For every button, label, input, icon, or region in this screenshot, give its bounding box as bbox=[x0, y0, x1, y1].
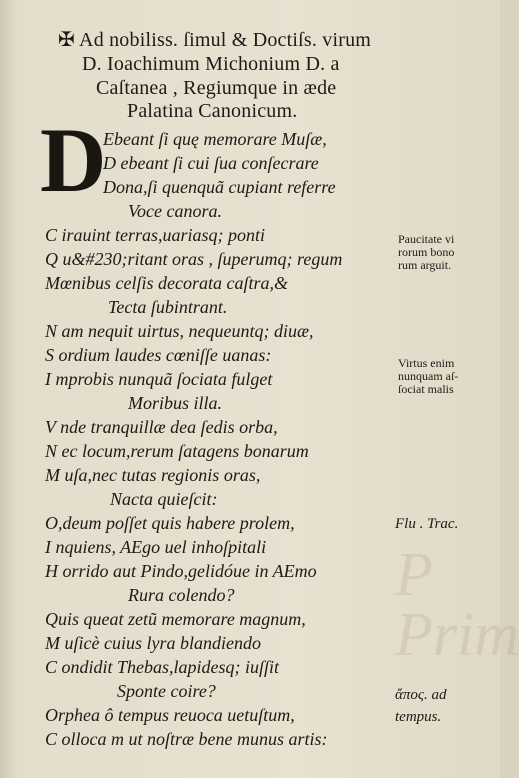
verse-line: Moribus illa. bbox=[128, 393, 223, 413]
verse-line: Quis queat zetũ memorare magnum, bbox=[45, 609, 306, 629]
margin-note-line: Paucitate vi bbox=[398, 232, 455, 246]
verse-line: C olloca m ut noſtræ bene munus artis: bbox=[45, 729, 328, 749]
margin-note-line: nunquam aſ- bbox=[398, 369, 459, 383]
verse-line: N am nequit uirtus, nequeuntq; diuæ, bbox=[45, 321, 314, 341]
margin-note-line: Virtus enim bbox=[398, 356, 455, 370]
verse-line: Ebeant ſi quę memorare Muſæ, bbox=[103, 129, 327, 149]
verse-line: Sponte coire? bbox=[117, 681, 216, 701]
drop-capital: D bbox=[40, 109, 107, 211]
margin-note-line: rorum bono bbox=[398, 245, 455, 259]
verse-line: Tecta ſubintrant. bbox=[108, 297, 228, 317]
verse-line: H orrido aut Pindo,gelidóue in AEmo bbox=[45, 561, 317, 581]
verse-line: N ec locum,rerum ſatagens bonarum bbox=[45, 441, 309, 461]
verse-line: Voce canora. bbox=[128, 201, 222, 221]
verse-line: D ebeant ſi cui ſua conſecrare bbox=[103, 153, 319, 173]
verse-line: M uſa,nec tutas regionis oras, bbox=[45, 465, 261, 485]
verse-line: M uſicè cuius lyra blandiendo bbox=[45, 633, 261, 653]
margin-note-line: ἄπος. ad bbox=[395, 687, 447, 703]
verse-line: C ondidit Thebas,lapidesq; iuſſit bbox=[45, 657, 280, 677]
margin-note-line: tempus. bbox=[395, 709, 442, 725]
verse-line: C irauint terras,uariasq; ponti bbox=[45, 225, 266, 245]
heading-line: ✠ Ad nobiliss. ſimul & Doctiſs. virum bbox=[58, 29, 372, 51]
verse-line: O,deum poſſet quis habere prolem, bbox=[45, 513, 295, 533]
margin-note bbox=[395, 518, 458, 531]
bleed-line: P bbox=[395, 541, 433, 609]
verse-line: Mœnibus celſis decorata caſtra,& bbox=[45, 273, 288, 293]
verse-line: I mprobis nunquã ſociata fulget bbox=[45, 369, 273, 389]
margin-note-line: Flu . Trac. bbox=[395, 516, 459, 532]
heading-line: Caſtanea , Regiumque in æde bbox=[96, 77, 337, 99]
verse-line: S ordium laudes cœniſſe uanas: bbox=[45, 345, 272, 365]
margin-note-line: rum arguit. bbox=[398, 258, 452, 272]
bleed-line: Prim bbox=[395, 601, 519, 669]
margin-note bbox=[398, 357, 458, 396]
verse-line: I nquiens, AEgo uel inhoſpitali bbox=[45, 537, 267, 557]
bleed-through-text bbox=[395, 541, 519, 669]
verse-line: Orphea ô tempus reuoca uetuſtum, bbox=[45, 705, 295, 725]
margin-note bbox=[398, 233, 454, 272]
verse-line: V nde tranquillæ dea ſedis orba, bbox=[45, 417, 278, 437]
verse-line: Dona,ſi quenquã cupiant referre bbox=[103, 177, 336, 197]
heading-line: Palatina Canonicum. bbox=[127, 100, 298, 122]
verse-line: Rura colendo? bbox=[128, 585, 235, 605]
margin-note bbox=[395, 684, 446, 728]
verse-line: Q u&#230;ritant oras , ſuperumq; regum bbox=[45, 249, 343, 269]
heading-line: D. Ioachimum Michonium D. a bbox=[82, 53, 340, 75]
verse-line: Nacta quieſcit: bbox=[110, 489, 218, 509]
margin-note-line: ſociat malis bbox=[398, 382, 454, 396]
